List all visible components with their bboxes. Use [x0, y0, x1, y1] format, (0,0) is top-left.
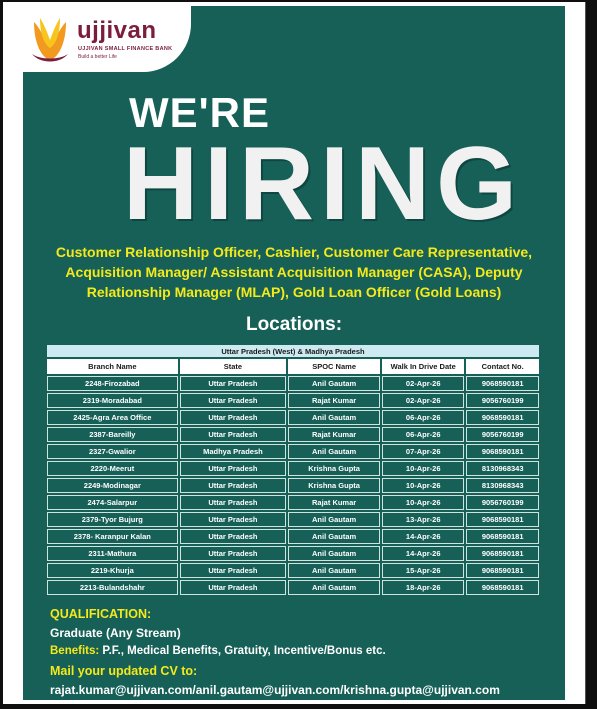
- locations-title: Locations:: [245, 314, 343, 335]
- qualification-value: Graduate (Any Stream): [50, 626, 181, 640]
- table-row: [47, 495, 539, 510]
- table-cell: 18-Apr-26: [382, 580, 464, 595]
- brand-name: ujjivan: [77, 17, 157, 44]
- table-cell: Uttar Pradesh: [180, 478, 286, 493]
- table-row: [47, 376, 539, 391]
- table-row: [47, 393, 539, 408]
- table-column-header: SPOC Name: [288, 359, 380, 374]
- table-cell: Uttar Pradesh: [180, 410, 286, 425]
- benefits-label: Benefits:: [50, 645, 100, 657]
- table-row: [47, 580, 539, 595]
- hiring-poster: [23, 6, 565, 700]
- benefits-value: P.F., Medical Benefits, Gratuity, Incentive/Bonus etc.: [99, 645, 386, 657]
- ujjivan-logo-icon: [30, 14, 70, 64]
- table-cell: Madhya Pradesh: [180, 444, 286, 459]
- table-row: [47, 563, 539, 578]
- qualification-label: QUALIFICATION:: [50, 607, 152, 621]
- table-cell: 2319-Moradabad: [47, 393, 178, 408]
- table-row: [47, 478, 539, 493]
- table-cell: Rajat Kumar: [288, 427, 380, 442]
- table-cell: 15-Apr-26: [382, 563, 464, 578]
- table-cell: 06-Apr-26: [382, 410, 464, 425]
- headline-were: WE'RE: [129, 89, 270, 136]
- table-cell: Anil Gautam: [288, 444, 380, 459]
- mail-cv-addresses: rajat.kumar@ujjivan.com/anil.gautam@ujjivan.com/krishna.gupta@ujjivan.com: [50, 683, 500, 697]
- table-cell: Rajat Kumar: [288, 393, 380, 408]
- table-cell: 10-Apr-26: [382, 461, 464, 476]
- table-cell: Uttar Pradesh: [180, 563, 286, 578]
- table-cell: 14-Apr-26: [382, 546, 464, 561]
- table-cell: 9068590181: [466, 580, 539, 595]
- table-cell: Uttar Pradesh: [180, 512, 286, 527]
- table-cell: 8130968343: [466, 461, 539, 476]
- table-header-row: [47, 359, 539, 374]
- table-cell: 2474-Salarpur: [47, 495, 178, 510]
- image-frame: [3, 2, 586, 704]
- table-row: [47, 444, 539, 459]
- table-column-header: Branch Name: [47, 359, 178, 374]
- table-cell: 13-Apr-26: [382, 512, 464, 527]
- table-cell: Rajat Kumar: [288, 495, 380, 510]
- table-cell: 2387-Bareilly: [47, 427, 178, 442]
- table-cell: Krishna Gupta: [288, 478, 380, 493]
- table-cell: 2327-Gwalior: [47, 444, 178, 459]
- job-roles: Customer Relationship Officer, Cashier, Customer Care Representative, Acquisition Manager/ Assistant Acquisition Manager (CASA), Deputy Relationship Manager (MLAP), Gold Loan Officer (Gold Loans): [55, 244, 533, 300]
- table-cell: Anil Gautam: [288, 546, 380, 561]
- table-column-header: State: [180, 359, 286, 374]
- table-cell: 2378- Karanpur Kalan: [47, 529, 178, 544]
- table-cell: Anil Gautam: [288, 376, 380, 391]
- table-cell: Uttar Pradesh: [180, 495, 286, 510]
- table-cell: Uttar Pradesh: [180, 546, 286, 561]
- table-cell: 9068590181: [466, 563, 539, 578]
- headline-hiring: HIRING: [123, 126, 523, 242]
- brand-logo-area: [23, 6, 191, 72]
- table-cell: 02-Apr-26: [382, 393, 464, 408]
- table-cell: 2311-Mathura: [47, 546, 178, 561]
- table-column-header: Contact No.: [466, 359, 539, 374]
- table-body: [47, 376, 539, 595]
- table-cell: 02-Apr-26: [382, 376, 464, 391]
- table-cell: 2249-Modinagar: [47, 478, 178, 493]
- table-cell: 9068590181: [466, 376, 539, 391]
- table-cell: 9056760199: [466, 495, 539, 510]
- table-cell: Anil Gautam: [288, 563, 380, 578]
- table-row: [47, 546, 539, 561]
- table-cell: 14-Apr-26: [382, 529, 464, 544]
- table-cell: 2213-Bulandshahr: [47, 580, 178, 595]
- table-cell: 9068590181: [466, 529, 539, 544]
- table-cell: Anil Gautam: [288, 529, 380, 544]
- table-cell: Krishna Gupta: [288, 461, 380, 476]
- table-cell: 8130968343: [466, 478, 539, 493]
- table-cell: 9056760199: [466, 393, 539, 408]
- table-cell: Uttar Pradesh: [180, 529, 286, 544]
- table-cell: 9068590181: [466, 410, 539, 425]
- table-cell: 9068590181: [466, 444, 539, 459]
- table-cell: Uttar Pradesh: [180, 427, 286, 442]
- table-cell: 2220-Meerut: [47, 461, 178, 476]
- table-cell: Anil Gautam: [288, 512, 380, 527]
- table-row: [47, 427, 539, 442]
- table-row: [47, 461, 539, 476]
- table-cell: Uttar Pradesh: [180, 461, 286, 476]
- mail-cv-label: Mail your updated CV to:: [50, 664, 198, 678]
- brand-tagline: Build a better Life: [78, 54, 117, 60]
- table-cell: 9056760199: [466, 427, 539, 442]
- table-row: [47, 410, 539, 425]
- table-cell: Uttar Pradesh: [180, 376, 286, 391]
- table-cell: Uttar Pradesh: [180, 580, 286, 595]
- table-cell: 10-Apr-26: [382, 478, 464, 493]
- table-cell: 2379-Tyor Bujurg: [47, 512, 178, 527]
- table-cell: 2248-Firozabad: [47, 376, 178, 391]
- table-row: [47, 529, 539, 544]
- table-row: [47, 512, 539, 527]
- table-column-header: Walk In Drive Date: [382, 359, 464, 374]
- table-cell: 9068590181: [466, 512, 539, 527]
- table-cell: 10-Apr-26: [382, 495, 464, 510]
- table-region-header: Uttar Pradesh (West) & Madhya Pradesh: [47, 345, 539, 357]
- table-cell: 2425-Agra Area Office: [47, 410, 178, 425]
- table-cell: 06-Apr-26: [382, 427, 464, 442]
- table-cell: 2219-Khurja: [47, 563, 178, 578]
- locations-table: [45, 343, 541, 597]
- table-cell: 9068590181: [466, 546, 539, 561]
- table-cell: Anil Gautam: [288, 580, 380, 595]
- brand-subtitle: UJJIVAN SMALL FINANCE BANK: [78, 46, 173, 52]
- benefits-line: [50, 645, 386, 657]
- table-cell: Anil Gautam: [288, 410, 380, 425]
- table-cell: Uttar Pradesh: [180, 393, 286, 408]
- table-cell: 07-Apr-26: [382, 444, 464, 459]
